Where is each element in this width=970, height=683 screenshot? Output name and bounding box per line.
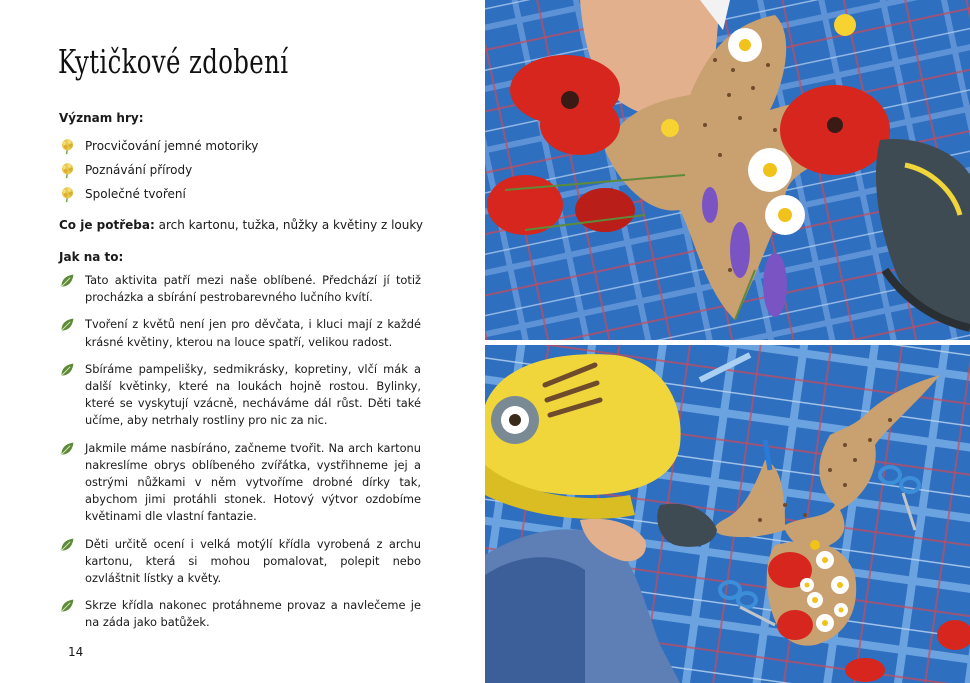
leaf-icon xyxy=(59,441,75,457)
howto-heading: Jak na to: xyxy=(59,250,124,264)
list-item xyxy=(59,597,421,631)
step-text: Tato aktivita patří mezi naše oblíbené. Předchází jí totiž procházka a sbírání pestrobarevného lučního kvítí. xyxy=(85,273,421,305)
list-item xyxy=(59,272,421,306)
steps-list xyxy=(59,272,421,642)
dandelion-icon xyxy=(59,138,76,155)
list-item xyxy=(59,536,421,588)
list-item-label: Společné tvoření xyxy=(85,187,186,201)
list-item xyxy=(59,361,421,430)
list-item xyxy=(59,440,421,526)
step-text: Děti určitě ocení i velká motýlí křídla vyrobená z archu kartonu, která si mohou pomalovat, polepit nebo ozvláštnit lístky a květy. xyxy=(85,536,421,586)
list-item xyxy=(59,316,421,350)
leaf-icon xyxy=(59,598,75,614)
meaning-heading: Význam hry: xyxy=(59,111,144,125)
list-item-label: Procvičování jemné motoriky xyxy=(85,139,259,153)
needs-text: arch kartonu, tužka, nůžky a květiny z louky xyxy=(154,218,424,232)
photo-child-crafting xyxy=(485,345,970,683)
step-text: Skrze křídla nakonec protáhneme provaz a navlečeme je na záda jako batůžek. xyxy=(85,598,421,630)
leaf-icon xyxy=(59,273,75,289)
step-text: Jakmile máme nasbíráno, začneme tvořit. Na arch kartonu nakreslíme obrys oblíbeného zvířátka, vystřihneme jej a ostrými nůžkami v něm vytvoříme drobné dírky tak, abychom jimi protáhli stonek. Hotový výtvor ozdobíme květinami dle vlastní fantazie. xyxy=(85,440,421,524)
leaf-icon xyxy=(59,537,75,553)
step-text: Tvoření z květů není jen pro děvčata, i kluci mají z každé krásné květiny, kterou na louce spatří, velikou radost. xyxy=(85,317,421,349)
step-text: Sbíráme pampelišky, sedmikrásky, kopretiny, vlčí mák a další květinky, které na loukách hojně rostou. Bylinky, které se vyskytují vzácně, necháváme dál růst. Děti také učíme, aby netrhaly rostliny pro nic za nic. xyxy=(85,361,421,428)
leaf-icon xyxy=(59,362,75,378)
list-item xyxy=(59,134,258,158)
meaning-list xyxy=(59,134,258,206)
list-item xyxy=(59,158,258,182)
dandelion-icon xyxy=(59,162,76,179)
page-title: Kytičkové zdobení xyxy=(58,42,289,81)
page-number: 14 xyxy=(68,645,84,659)
list-item xyxy=(59,182,258,206)
needs-label: Co je potřeba: xyxy=(59,218,155,232)
dandelion-icon xyxy=(59,186,76,203)
leaf-icon xyxy=(59,317,75,333)
needs-line xyxy=(59,218,423,232)
list-item-label: Poznávání přírody xyxy=(85,163,193,177)
photo-butterfly xyxy=(485,0,970,340)
